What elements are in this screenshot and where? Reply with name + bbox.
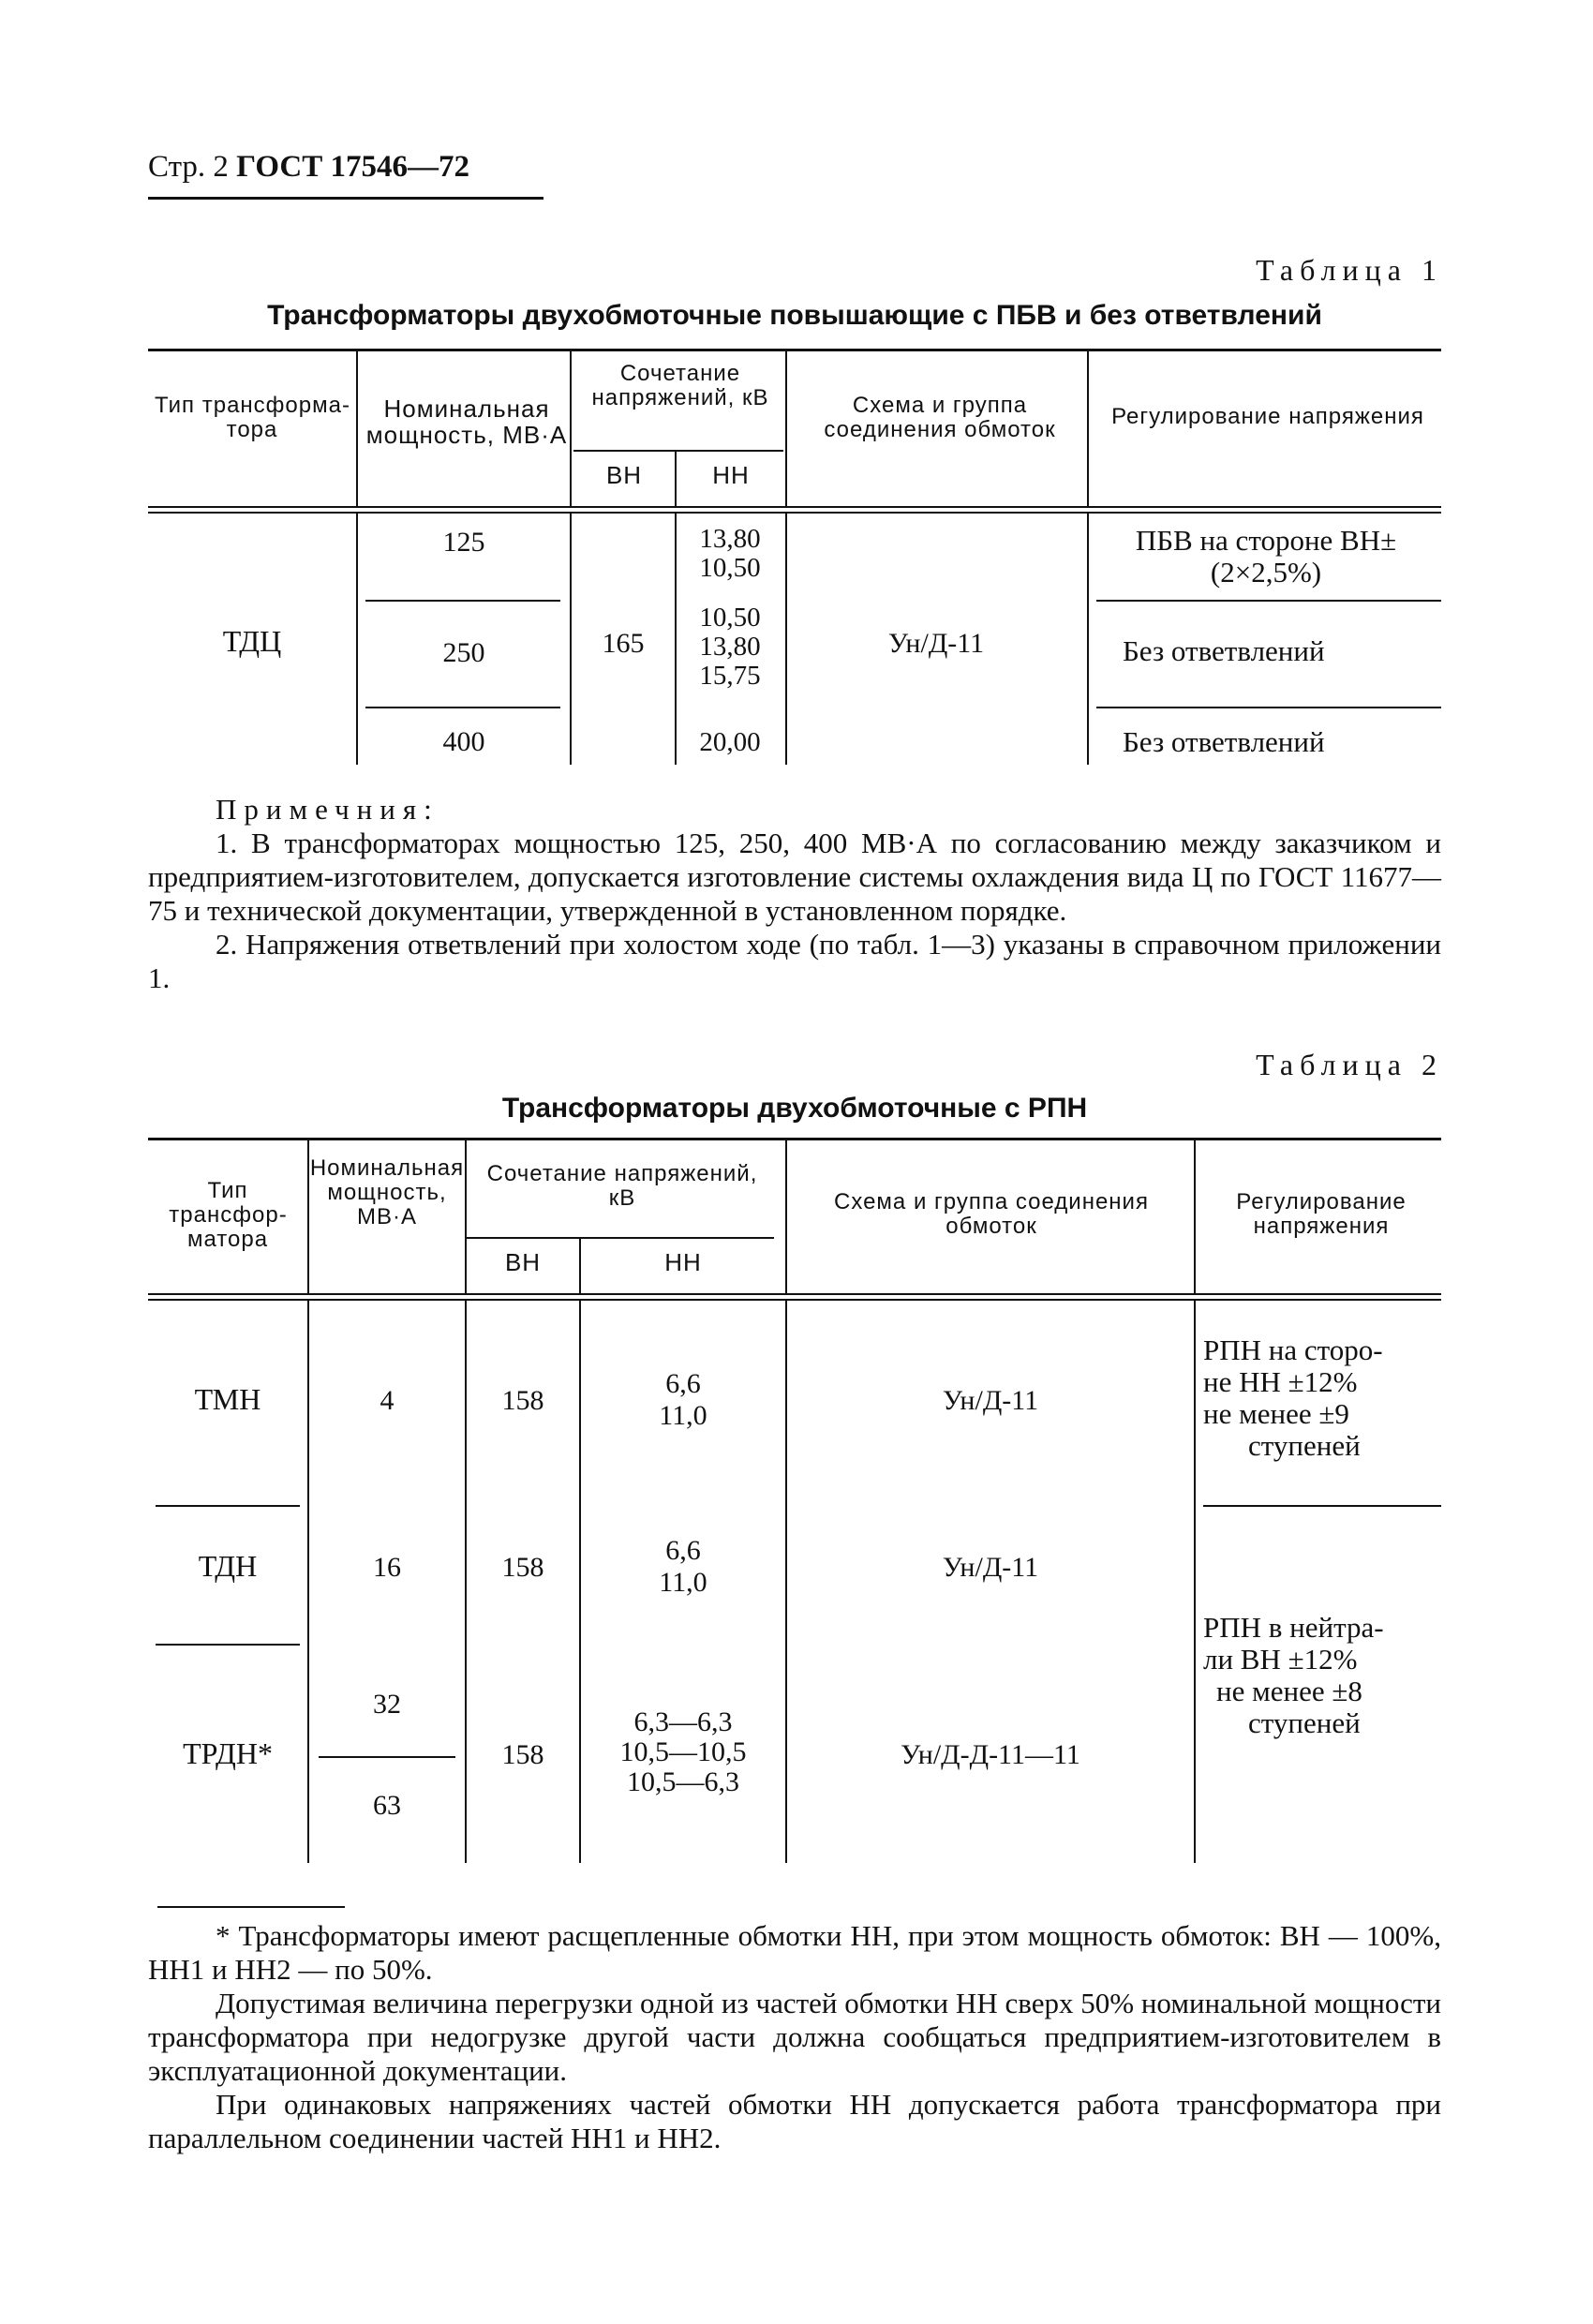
header-rule — [148, 197, 543, 200]
table1-vline — [785, 349, 787, 506]
table2-row3-type: ТРДН* — [183, 1736, 273, 1770]
table2-title: Трансформаторы двухобмоточные с РПН — [501, 1093, 1088, 1124]
table1-header-regulation: Регулирование напряжения — [1111, 404, 1424, 429]
table2-header-rule-b — [148, 1299, 1441, 1301]
notes-heading: Примечния: — [216, 793, 439, 826]
table1-vline — [356, 349, 358, 506]
table1-title: Трансформаторы двухобмоточные повышающие с ПБВ и без ответвлений — [267, 300, 1322, 331]
table1-row2-nn-value: 15,75 — [699, 661, 761, 691]
table1-row3-power: 400 — [442, 726, 485, 757]
page-header — [148, 150, 469, 185]
table1-row1-nn-value: 10,50 — [699, 553, 761, 583]
table2-row1-nn — [581, 1368, 785, 1432]
table1-row1-nn — [678, 525, 782, 583]
table1-label: Таблица 1 — [1256, 253, 1443, 287]
table1-header-rule-b — [148, 512, 1441, 514]
table1-row1-nn-value: 13,80 — [699, 524, 761, 554]
table2-row-rule — [319, 1756, 455, 1758]
table1-header-scheme: Схема и группа соединения обмоток — [824, 393, 1056, 442]
regulation-line: РПН в нейтра- — [1203, 1611, 1384, 1644]
table1-row3-nn: 20,00 — [699, 727, 761, 757]
table2-row2-nn — [581, 1535, 785, 1599]
notes-block — [148, 793, 1441, 995]
table2-row2-power: 16 — [373, 1552, 401, 1583]
table1-vn: 165 — [602, 628, 645, 659]
table1-header-nn: НН — [712, 461, 750, 489]
footnote-1: * Трансформаторы имеют расщепленные обмотки НН, при этом мощность обмоток: ВН — 100%, НН1 и НН2 — по 50%. — [148, 1919, 1441, 1986]
table1-row2-nn-value: 10,50 — [699, 603, 761, 633]
table2-header-scheme: Схема и группа соединения обмоток — [834, 1189, 1149, 1239]
table2-row-rule — [1203, 1505, 1441, 1507]
table1-row1-regulation: ПБВ на стороне ВН±(2×2,5%) — [1135, 524, 1397, 588]
regulation-line: не менее ±8 — [1216, 1675, 1362, 1707]
table2-row3-nn-value: 10,5—6,3 — [627, 1766, 739, 1797]
standard-code: ГОСТ 17546—72 — [236, 150, 469, 184]
table1-vline — [1087, 514, 1089, 765]
table1-row2-nn-value: 13,80 — [699, 632, 761, 662]
table2-header-rule-a — [148, 1293, 1441, 1295]
table1-row-rule — [1096, 600, 1441, 602]
table2-row3-power-a: 32 — [373, 1689, 401, 1720]
table2-row1-scheme: Ун/Д-11 — [942, 1385, 1039, 1416]
table2-row3-scheme: Ун/Д-Д-11—11 — [901, 1739, 1080, 1770]
table2-row3-power-b: 63 — [373, 1790, 401, 1821]
table2-header-voltage: Сочетание напряжений, кВ — [486, 1161, 758, 1211]
regulation-line: ступеней — [1248, 1429, 1361, 1462]
table2-row1-type: ТМН — [194, 1382, 261, 1416]
table2-row3-nn-value: 6,3—6,3 — [633, 1706, 733, 1737]
table2 — [148, 1138, 1441, 1869]
table2-row3-nn-value: 10,5—10,5 — [619, 1736, 747, 1767]
table1-row3-regulation: Без ответвлений — [1123, 725, 1325, 758]
table1-voltage-sub-rule — [573, 450, 783, 452]
table1-header-type: Тип трансформатора — [155, 393, 350, 442]
table2-header-nn: НН — [664, 1248, 702, 1276]
table2-row1-nn-value: 6,6 — [665, 1368, 701, 1399]
table2-row-rule — [156, 1505, 300, 1507]
table1-row-rule — [365, 707, 560, 708]
footnote-3: При одинаковых напряжениях частей обмотки НН допускается работа трансформатора при параллельном соединении частей НН1 и НН2. — [148, 2088, 1441, 2154]
table2-regulation-1 — [1203, 1334, 1441, 1462]
table2-vline — [1194, 1301, 1196, 1863]
table2-regulation-2 — [1203, 1612, 1441, 1739]
table1-vline — [570, 349, 572, 506]
regulation-line: не НН ±12% — [1203, 1365, 1358, 1398]
table1-header-vn: ВН — [605, 461, 643, 489]
footnotes-block — [148, 1919, 1441, 2155]
table2-row2-nn-value: 6,6 — [665, 1535, 701, 1566]
table2-row2-type: ТДН — [198, 1549, 258, 1583]
table1-row-rule — [1096, 707, 1441, 708]
table1 — [148, 349, 1441, 770]
table1-row-rule — [365, 600, 560, 602]
table2-row2-vn: 158 — [501, 1552, 544, 1583]
table2-row-rule — [156, 1644, 300, 1646]
regulation-line: ли ВН ±12% — [1203, 1643, 1358, 1676]
table1-row2-power: 250 — [442, 637, 485, 668]
table2-row1-vn: 158 — [501, 1385, 544, 1416]
table1-row2-nn — [678, 603, 782, 691]
table2-voltage-sub-rule — [467, 1237, 774, 1239]
table2-header-vn: ВН — [504, 1248, 542, 1276]
table2-label: Таблица 2 — [1256, 1048, 1443, 1081]
table1-header-voltage: Сочетание напряжений, кВ — [591, 361, 769, 410]
page-number: Стр. 2 — [148, 150, 229, 184]
table1-row1-power: 125 — [442, 527, 485, 558]
table2-vline — [785, 1138, 787, 1293]
table2-top-rule — [148, 1138, 1441, 1140]
table2-row3-nn — [581, 1707, 785, 1797]
regulation-line: РПН на сторо- — [1203, 1333, 1383, 1366]
table2-header-regulation: Регулирование напряжения — [1236, 1189, 1407, 1239]
table1-top-rule — [148, 349, 1441, 351]
note-1: 1. В трансформаторах мощностью 125, 250, 400 МВ·А по согласованию между заказчиком и предприятием-изготовителем, допускается изготовление системы охлаждения вида Ц по ГОСТ 11677—75 и технической документации, утвержденной в установленном порядке. — [148, 827, 1441, 927]
table1-vline — [675, 514, 677, 765]
table2-row3-vn: 158 — [501, 1739, 544, 1770]
table2-header-type: Тип трансформатора — [169, 1178, 287, 1252]
footnote-2: Допустимая величина перегрузки одной из частей обмотки НН сверх 50% номинальной мощности трансформатора при недогрузке другой части должна сообщаться предприятием-изготовителем в эксплуатационной документации. — [148, 1987, 1441, 2087]
regulation-line: ступеней — [1248, 1706, 1361, 1739]
table2-row1-power: 4 — [380, 1385, 395, 1416]
table1-header-power: Номинальная мощность, МВ·А — [365, 395, 568, 449]
table1-scheme: Ун/Д-11 — [887, 628, 985, 659]
footnote-rule — [157, 1906, 345, 1908]
table1-row2-regulation: Без ответвлений — [1123, 634, 1325, 667]
table1-type: ТДЦ — [222, 624, 282, 658]
regulation-line: не менее ±9 — [1203, 1397, 1349, 1430]
table2-row2-nn-value: 11,0 — [659, 1567, 707, 1598]
table2-row1-nn-value: 11,0 — [659, 1400, 707, 1431]
table1-header-rule-a — [148, 506, 1441, 508]
table2-row2-scheme: Ун/Д-11 — [942, 1552, 1039, 1583]
table2-header-power: Номинальная мощность, МВ·А — [309, 1155, 465, 1229]
note-2: 2. Напряжения ответвлений при холостом ходе (по табл. 1—3) указаны в справочном приложении 1. — [148, 928, 1441, 994]
table2-vline — [1194, 1138, 1196, 1293]
table1-vline — [1087, 349, 1089, 506]
